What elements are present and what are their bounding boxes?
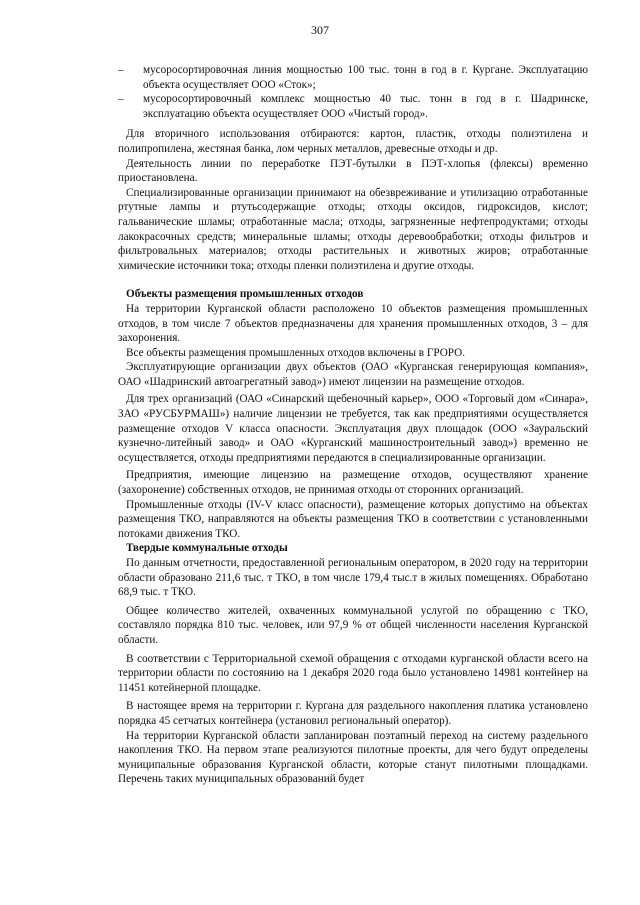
paragraph: Все объекты размещения промышленных отходов включены в ГРОРО. <box>126 346 466 359</box>
section-heading: Объекты размещения промышленных отходов <box>126 288 364 301</box>
paragraph: Предприятия, имеющие лицензию на размещение отходов, осуществляют хранение (захоронение) собственных отходов, не принимая отходы от сторонних организаций. <box>118 469 588 497</box>
section-heading: Твердые коммунальные отходы <box>126 542 288 555</box>
paragraph: На территории Курганской области расположено 10 объектов размещения промышленных отходов, в том числе 7 объектов предназначены для хранения промышленных отходов, 3 – для захоронения. <box>118 302 588 345</box>
paragraph: В соответствии с Территориальной схемой обращения с отходами курганской области всего на территории области по состоянию на 1 декабря 2020 года было установлено 14981 контейнер на 11451 котейнерной площадке. <box>118 652 588 694</box>
paragraph: Специализированные организации принимают на обезвреживание и утилизацию отработанные ртутные лампы и ртутьсодержащие отходы; отходы оксидов, гидроксидов, кислот; гальванические шламы; отработанные масла; отходы, загрязненные нефтепродуктами; отходы лакокрасочных средств; минеральные шламы; отходы деревообработки; отходы фильтров и фильтровальных материалов; отходы растительных и животных жиров; отработанные химические источники тока; отходы пленки полиэтилена и другие отходы. <box>118 186 588 272</box>
paragraph: В настоящее время на территории г. Кургана для раздельного накопления платика установлено порядка 45 сетчатых контейнера (установил региональный оператор). <box>118 700 588 727</box>
page-number: 307 <box>311 23 329 37</box>
list-item-text: мусоросортировочный комплекс мощностью 40 тыс. тонн в год в г. Шадринске, эксплуатацию объекта осуществляет ООО «Чистый город». <box>143 93 588 120</box>
paragraph: Для вторичного использования отбираются: картон, пластик, отходы полиэтилена и полипропилена, жестяная банка, лом черных металлов, древесные отходы и др. <box>118 128 588 155</box>
list-dash: – <box>118 64 124 76</box>
list-item <box>118 63 588 92</box>
document-body <box>118 63 588 787</box>
list-item <box>118 92 588 121</box>
paragraph: Для трех организаций (ОАО «Синарский щебеночный карьер», ООО «Торговый дом «Синара», ЗАО «РУСБУРМАШ») наличие лицензии не требуется, так как предприятиями осуществляется размещение отходов V класса опасности. Эксплуатация двух площадок (ООО «Зауральский кузнечно-литейный завод» и ОАО «Курганский машиностроительный завод») временно не осуществляется, отходы предприятиями передаются в специализированные организации. <box>118 393 588 464</box>
paragraph: По данным отчетности, предоставленной региональным оператором, в 2020 году на территории области образовано 211,6 тыс. т ТКО, в том числе 179,4 тыс.т в жилых помещениях. Обработано 68,9 тыс. т ТКО. <box>118 557 588 599</box>
paragraph: Промышленные отходы (IV-V класс опасности), размещение которых допустимо на объектах размещения ТКО, направляются на объекты размещения ТКО в соответствии с установленными потоками движения ТКО. <box>118 498 588 540</box>
paragraph: На территории Курганской области запланирован поэтапный переход на систему раздельного накопления ТКО. На первом этапе реализуются пилотные проекты, для чего будут определены муниципальные образования Курганской области, которые станут пилотными площадками. Перечень таких муниципальных образований будет <box>118 729 588 786</box>
list-dash: – <box>118 93 124 106</box>
list-item-text: мусоросортировочная линия мощностью 100 тыс. тонн в год в г. Кургане. Эксплуатацию объекта осуществляет ООО «Сток»; <box>143 64 588 91</box>
paragraph: Эксплуатирующие организации двух объектов (ОАО «Курганская генерирующая компания», ОАО «Шадринский автоагрегатный завод») имеют лицензии на размещение отходов. <box>118 361 588 388</box>
paragraph: Общее количество жителей, охваченных коммунальной услугой по обращению с ТКО, составляло порядка 810 тыс. человек, или 97,9 % от общей численности населения Курганской области. <box>118 604 588 646</box>
paragraph: Деятельность линии по переработке ПЭТ-бутылки в ПЭТ-хлопья (флексы) временно приостановлена. <box>118 157 588 185</box>
